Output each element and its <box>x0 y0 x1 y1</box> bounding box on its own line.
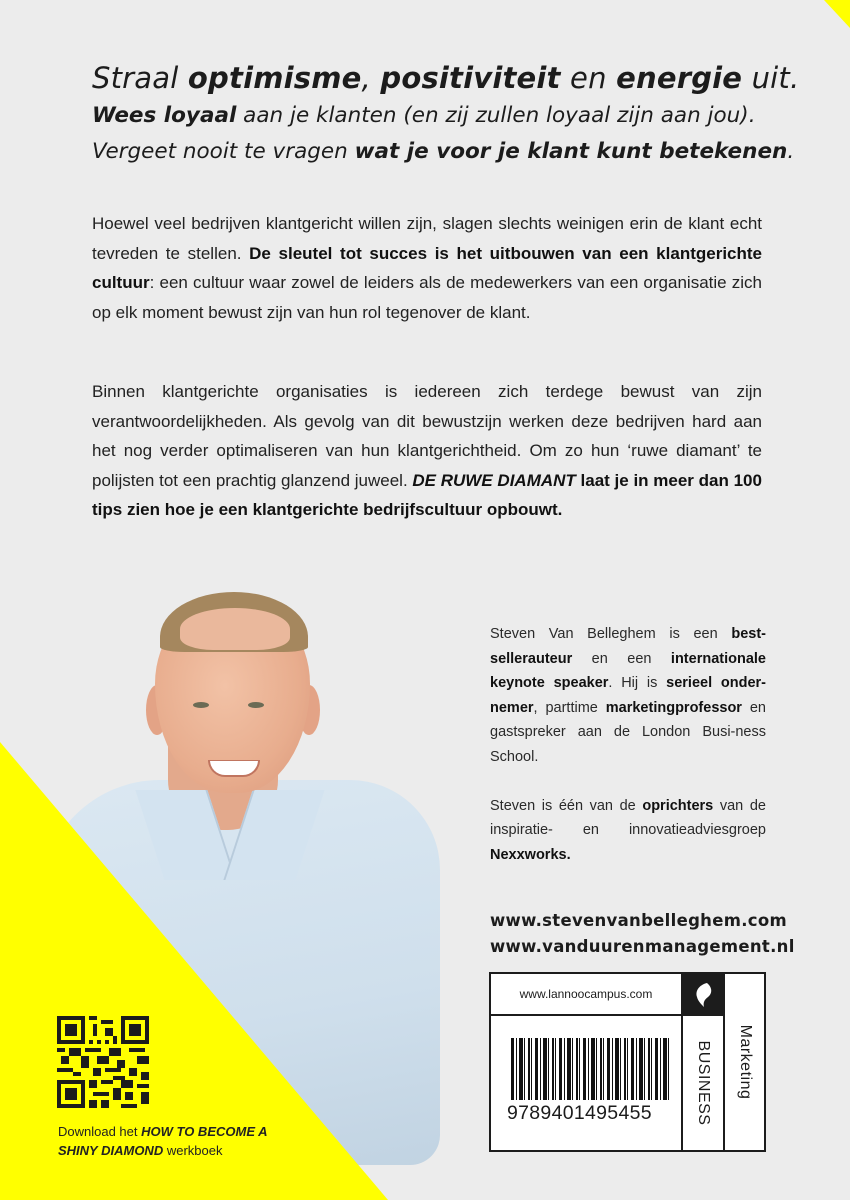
tagline-text: aan je klanten (en zij zullen loyaal zijn aan jou). <box>236 103 756 128</box>
bio-text: Steven Van Belleghem is een <box>490 626 732 642</box>
website-links <box>490 908 795 960</box>
tagline-emphasis: wat je voor je klant kunt betekenen <box>354 139 788 164</box>
bio-text: . Hij is <box>608 675 667 691</box>
bio-emphasis: oprichters <box>642 797 714 814</box>
paragraph-text: Binnen klantgerichte organisaties is iedereen zich terdege bewust van zijn verantwoordelijkheden. Als gevolg van dit bewustzijn werken deze bedrijven hard aan het nog verder optimaliseren van hun klantgerichtheid. Om zo hun ‘ruwe diamant’ te polijsten tot een prachtig glanzend juweel. <box>92 382 762 490</box>
photo-forehead <box>180 608 290 650</box>
management-website-link[interactable]: www.vanduurenmanagement.nl <box>490 937 795 956</box>
tagline-line-2 <box>92 98 772 134</box>
tagline-text: , <box>361 61 381 95</box>
tagline-text: Vergeet nooit te vragen <box>92 139 355 164</box>
author-bio <box>490 622 766 867</box>
bio-emphasis: best-sellerauteur <box>490 626 766 667</box>
tagline-emphasis: energie <box>616 61 743 95</box>
tagline-emphasis: positiviteit <box>380 61 561 95</box>
bio-paragraph-2 <box>490 794 766 868</box>
bio-text: Steven is één van de <box>490 797 643 814</box>
publisher-url[interactable]: www.lannoocampus.com <box>491 974 683 1016</box>
category-cell <box>683 1016 725 1150</box>
paragraph-text: Hoewel veel bedrijven klantgericht willen zijn, slagen slechts weinigen erin de klant echt tevreden te stellen. <box>92 214 762 263</box>
bio-text: en een <box>572 650 671 667</box>
bio-emphasis: serieel onder-nemer <box>490 675 766 716</box>
qr-code-icon[interactable] <box>57 1016 149 1108</box>
bio-emphasis: Nexxworks. <box>490 846 571 863</box>
subcategory-cell <box>725 974 764 1150</box>
tagline-emphasis: optimisme <box>187 61 362 95</box>
lannoo-logo-icon <box>693 982 715 1008</box>
tagline-text: Straal <box>92 61 188 95</box>
tagline-emphasis: Wees loyaal <box>92 103 237 128</box>
publisher-logo <box>683 974 725 1016</box>
isbn-number: 9789401495455 <box>507 1102 652 1124</box>
barcode-box <box>489 972 766 1152</box>
photo-eye-left <box>193 702 209 708</box>
book-description-paragraph <box>92 377 762 525</box>
bio-emphasis: internationale keynote speaker <box>490 650 766 691</box>
subcategory-label: Marketing <box>736 1024 754 1100</box>
bio-text: en gastspreker aan de London Busi-ness School. <box>490 699 766 765</box>
author-website-link[interactable]: www.stevenvanbelleghem.com <box>490 911 787 930</box>
book-title: DE RUWE DIAMANT <box>412 470 576 490</box>
tagline <box>92 58 800 170</box>
tagline-text: . <box>787 139 795 164</box>
download-text: werkboek <box>163 1143 223 1158</box>
bio-paragraph-1 <box>490 622 766 769</box>
bio-emphasis: marketingprofessor <box>605 699 742 716</box>
photo-eye-right <box>248 702 264 708</box>
tagline-text: en <box>560 61 617 95</box>
corner-triangle-top <box>824 0 850 28</box>
download-text: Download het <box>58 1124 142 1139</box>
bio-text: van de inspiratie- en innovatieadviesgroep <box>490 797 766 838</box>
intro-paragraph <box>92 209 762 327</box>
paragraph-text: : een cultuur waar zowel de leiders als de medewerkers van een organisatie zich op elk moment bewust zijn van hun rol tegenover de klant. <box>92 273 762 322</box>
barcode-icon <box>511 1038 671 1100</box>
tagline-line-1 <box>92 58 800 98</box>
paragraph-emphasis: laat je in meer dan 100 tips zien hoe je een klantgerichte bedrijfscultuur opbouwt. <box>92 470 762 519</box>
workbook-title: HOW TO BECOME A SHINY DIAMOND <box>58 1124 268 1158</box>
paragraph-emphasis: De sleutel tot succes is het uitbouwen van een klantgerichte cultuur <box>92 243 762 292</box>
bio-text: , parttime <box>533 699 606 716</box>
tagline-text: uit. <box>742 61 800 95</box>
workbook-download-text <box>58 1122 298 1160</box>
barcode-cell <box>491 1016 683 1150</box>
tagline-line-3 <box>92 134 795 170</box>
category-label: BUSINESS <box>695 1040 712 1126</box>
